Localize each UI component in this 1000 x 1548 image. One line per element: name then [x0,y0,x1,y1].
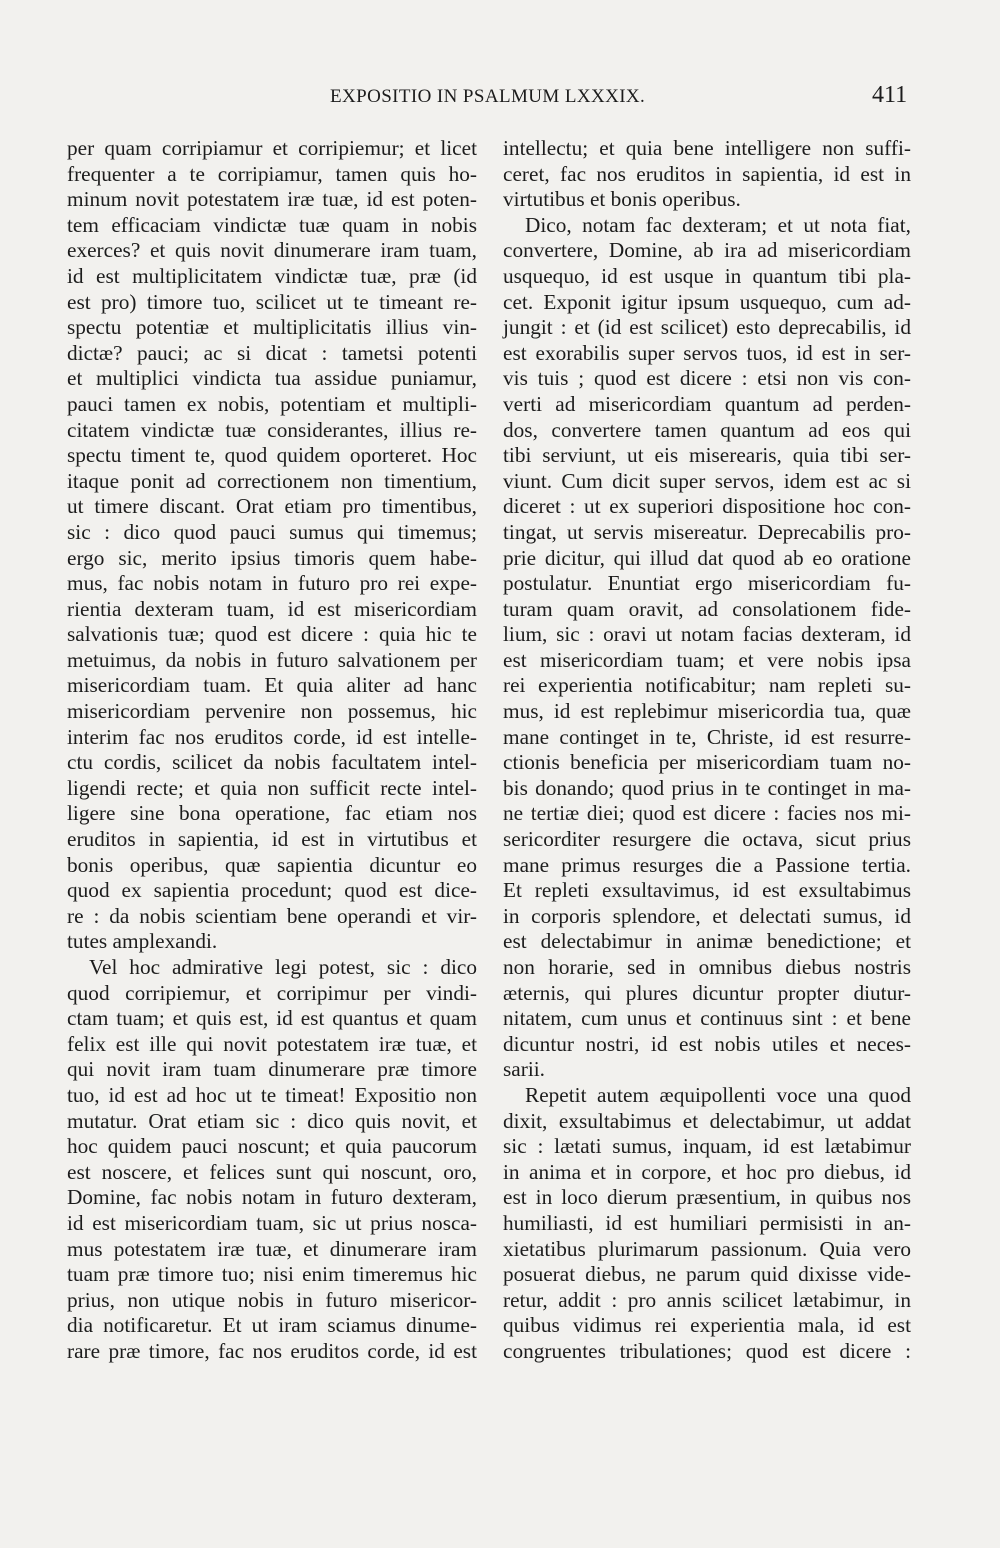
text-line: bis donando; quod prius in te continget in ma- [503,775,911,800]
text-line: frequenter a te corripiamur, tamen quis ho- [67,161,477,186]
text-line: interim fac nos eruditos corde, id est intelle- [67,724,477,749]
text-line: prius, non utique nobis in futuro misericor- [67,1287,477,1312]
text-line: salvationis tuæ; quod est dicere : quia hic te [67,622,477,647]
text-line: quod corripiemur, et corripimur per vindi- [67,980,477,1005]
text-line: per quam corripiamur et corripiemur; et licet [67,136,477,160]
text-line: ut timere discant. Orat etiam pro timentibus, [67,494,477,519]
text-line: dicuntur nostri, id est nobis utiles et neces- [503,1031,911,1056]
text-line: bonis operibus, quæ sapientia dicuntur eo [67,852,477,877]
text-line: sarii. [503,1057,545,1082]
left-column [67,136,477,1365]
text-line: est in loco dierum præsentium, in quibus nos [503,1185,911,1210]
text-line: ctu cordis, scilicet da nobis facultatem intel- [67,750,477,775]
text-line: verti ad misericordiam quantum ad perden- [503,391,911,416]
text-line: Dico, notam fac dexteram; et ut nota fiat, [525,212,911,237]
text-line: itaque ponit ad correctionem non timentium, [67,468,477,493]
text-line: jungit : et (id est scilicet) esto deprecabilis, id [503,315,911,340]
text-line: Repetit autem æquipollenti voce una quod [525,1082,911,1107]
text-line: misericordiam pervenire non possemus, hic [67,699,477,724]
text-line: mus potestatem iræ tuæ, et dinumerare iram [67,1236,477,1261]
text-line: quibus vidimus rei experientia mala, id est [503,1313,911,1338]
text-line: rientia dexteram tuam, id est misericordiam [67,596,477,621]
text-line: Et repleti exsultavimus, id est exsultabimus [503,878,911,903]
text-line: pauci tamen ex nobis, potentiam et multipli- [67,391,477,416]
text-line: ctam tuam; et quis est, id est quantus et quam [67,1006,477,1031]
text-line: turam quam oravit, ad consolationem fide- [503,596,911,621]
text-line: hoc quidem pauci noscunt; et quia paucorum [67,1134,477,1159]
text-line: æternis, qui plures dicuntur propter diutur- [503,980,911,1005]
text-line: mane continget in te, Christe, id est resurre- [503,724,911,749]
page-number: 411 [872,82,908,108]
text-line: id est multiplicitatem vindictæ tuæ, præ (id [67,263,477,288]
running-head [0,82,1000,112]
text-line: mutatur. Orat etiam sic : dico quis novit, et [67,1108,477,1133]
text-line: cet. Exponit igitur ipsum usquequo, cum ad- [503,289,911,314]
text-line: nitatem, cum unus et continuus sint : et bene [503,1006,911,1031]
text-line: posuerat diebus, ne parum quid dixisse vide- [503,1262,911,1287]
text-line: ligendi recte; et quia non sufficit recte intel- [67,775,477,800]
text-line: viunt. Cum dicit super servos, idem est ac si [503,468,911,493]
text-line: postulatur. Enuntiat ergo misericordiam fu- [503,571,911,596]
text-line: id est misericordiam tuam, sic ut prius nosca- [67,1210,477,1235]
text-line: non horarie, sed in omnibus diebus nostris [503,955,911,979]
text-line: in anima et in corpore, et hoc pro diebus, id [503,1159,911,1184]
text-line: diceret : ut ex superiori dispositione hoc con- [503,494,911,519]
text-line: citatem vindictæ tuæ considerantes, illius re- [67,417,477,442]
text-line: dos, convertere tamen quantum ad eos qui [503,417,911,442]
text-line: est noscere, et felices sunt qui noscunt, oro, [67,1159,477,1184]
right-column [503,136,911,1365]
text-line: ctionis beneficia per misericordiam tuam no- [503,750,911,775]
text-line: vis tuis ; quod est dicere : etsi non vis con- [503,366,911,391]
text-line: humiliasti, id est humiliari permisisti in an- [503,1210,911,1235]
text-line: tibi serviunt, ut eis miserearis, quia tibi ser- [503,443,911,468]
text-line: mane primus resurges die a Passione tertia. [503,852,911,877]
text-line: mus, fac nobis notam in futuro pro rei expe- [67,571,477,596]
text-line: tem efficaciam vindictæ tuæ quam in nobis [67,212,477,237]
text-line: metuimus, da nobis in futuro salvationem per [67,647,477,672]
text-line: ergo sic, merito ipsius timoris quem habe- [67,545,477,570]
text-line: sericorditer resurgere die octava, sicut prius [503,827,911,852]
text-line: ne tertiæ diei; quod est dicere : facies nos mi- [503,801,911,826]
text-line: ceret, fac nos eruditos in sapientia, id est in [503,161,911,186]
text-line: virtutibus et bonis operibus. [503,187,741,212]
text-line: convertere, Domine, ab ira ad misericordiam [503,238,911,263]
text-line: minum novit potestatem iræ tuæ, id est poten- [67,187,477,212]
text-line: retur, addit : pro annis scilicet lætabimur, in [503,1287,911,1312]
text-line: ligere sine bona operatione, fac etiam nos [67,801,477,826]
text-line: rare præ timore, fac nos eruditos corde, id est [67,1338,477,1363]
text-line: tuam præ timore tuo; nisi enim timeremus hic [67,1262,477,1287]
text-line: et multiplici vindicta tua assidue puniamur, [67,366,477,391]
text-line: est exorabilis super servos tuos, id est in ser- [503,340,911,365]
text-line: xietatibus plurimarum passionum. Quia vero [503,1236,911,1261]
text-line: spectu timent te, quod quidem oporteret. Hoc [67,443,477,468]
text-line: tuo, id est ad hoc ut te timeat! Expositio non [67,1082,477,1107]
text-line: congruentes tribulationes; quod est dicere : [503,1338,911,1363]
text-line: usquequo, id est usque in quantum tibi pla- [503,263,911,288]
text-line: tutes amplexandi. [67,929,218,954]
text-line: dixit, exsultabimus et delectabimur, ut addat [503,1108,911,1133]
text-line: felix est ille qui novit potestatem iræ tuæ, et [67,1031,477,1056]
text-line: eruditos in sapientia, id est in virtutibus et [67,827,477,852]
text-line: qui novit iram tuam dinumerare præ timore [67,1057,477,1082]
text-line: lium, sic : oravi ut notam facias dexteram, id [503,622,911,647]
text-line: tingat, ut servis misereatur. Deprecabilis pro- [503,519,911,544]
text-line: spectu potentiæ et multiplicitatis illius vin- [67,315,477,340]
text-line: est misericordiam tuam; et vere nobis ipsa [503,647,911,672]
text-line: rei experientia notificabitur; nam repleti su- [503,673,911,698]
text-line: exerces? et quis novit dinumerare iram tuam, [67,238,477,263]
text-line: sic : dico quod pauci sumus qui timemus; [67,519,477,544]
text-line: intellectu; et quia bene intelligere non suffi- [503,136,911,160]
text-line: Domine, fac nobis notam in futuro dexteram, [67,1185,477,1210]
text-line: re : da nobis scientiam bene operandi et vir- [67,903,477,928]
text-line: misericordiam tuam. Et quia aliter ad hanc [67,673,477,698]
text-line: quod ex sapientia procedunt; quod est dice- [67,878,477,903]
text-line: in corporis splendore, et delectati sumus, id [503,903,911,928]
text-line: sic : lætati sumus, inquam, id est lætabimur [503,1134,911,1159]
text-line: est pro) timore tuo, scilicet ut te timeant re- [67,289,477,314]
text-line: dia notificaretur. Et ut iram sciamus dinume- [67,1313,477,1338]
text-line: prie dicitur, qui illud dat quod ab eo oratione [503,545,911,570]
text-line: Vel hoc admirative legi potest, sic : dico [89,955,477,979]
text-line: dictæ? pauci; ac si dicat : tametsi potenti [67,340,477,365]
text-line: mus, id est replebimur misericordia tua, quæ [503,699,911,724]
text-line: est delectabimur in animæ benedictione; et [503,929,911,954]
running-title: EXPOSITIO IN PSALMUM LXXXIX. [330,86,646,107]
